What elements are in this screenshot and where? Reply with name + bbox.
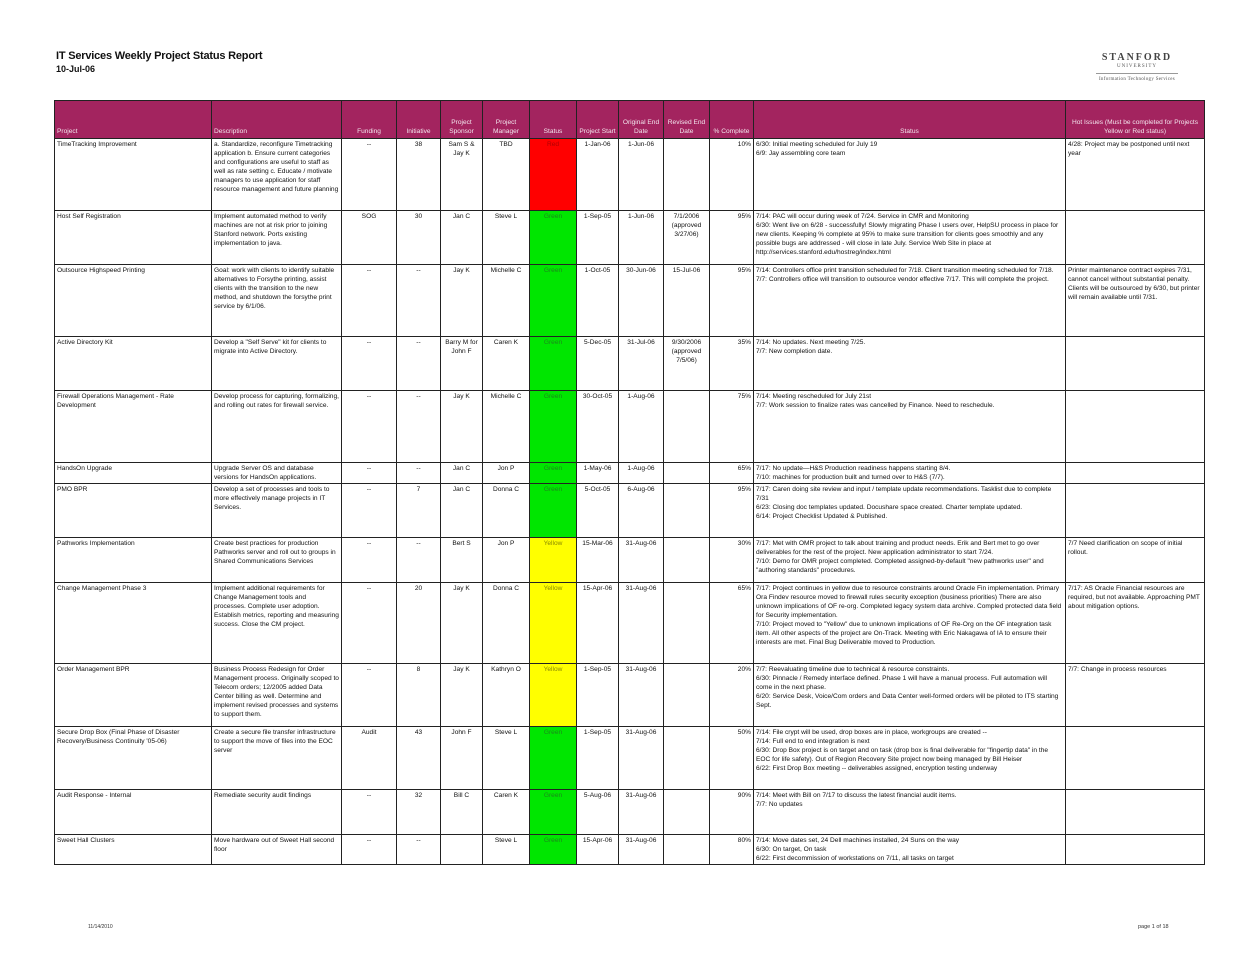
sponsor-cell: Jan C	[441, 211, 483, 265]
percent-complete-cell: 10%	[710, 139, 754, 211]
initiative-cell: 43	[397, 727, 441, 790]
report-date: 10-Jul-06	[56, 64, 96, 74]
initiative-cell: 20	[397, 583, 441, 664]
start-date-cell: 1-Sep-05	[577, 727, 619, 790]
table-row	[55, 484, 1205, 538]
funding-cell: --	[342, 790, 397, 835]
sponsor-cell: Jay K	[441, 583, 483, 664]
revised-end-cell	[664, 583, 710, 664]
manager-cell: Caren K	[483, 790, 530, 835]
description-cell: Goal: work with clients to identify suitable alternatives to Forsythe printing, assist clients with the transition to the new method, and shutdown the forsythe print service by 6/1/06.	[212, 265, 342, 337]
hot-issues-cell	[1066, 484, 1205, 538]
status-note-line: 7/17: No update—H&S Production readiness happens starting 8/4.	[756, 465, 951, 472]
status-notes-cell	[754, 664, 1066, 727]
status-badge: Red	[530, 139, 577, 211]
revised-end-cell: 7/1/2006 (approved 3/27/06)	[664, 211, 710, 265]
project-name-cell: PMO BPR	[55, 484, 212, 538]
funding-cell: --	[342, 337, 397, 391]
description-cell: Develop a "Self Serve" kit for clients to migrate into Active Directory.	[212, 337, 342, 391]
col-complete: % Complete	[710, 101, 754, 139]
status-badge: Yellow	[530, 664, 577, 727]
logo-sub: UNIVERSITY	[1117, 64, 1157, 69]
status-badge: Green	[530, 835, 577, 865]
percent-complete-cell: 65%	[710, 463, 754, 484]
manager-cell: Steve L	[483, 835, 530, 865]
original-end-cell: 6-Aug-06	[619, 484, 664, 538]
status-notes-cell	[754, 211, 1066, 265]
description-cell: a. Standardize, reconfigure Timetracking application b. Ensure current categories and configurations are useful to staff as well as rate setting c. Educate / motivate managers to use application for staff resource management and future planning	[212, 139, 342, 211]
status-note-line: 7/14: Controllers office print transition scheduled for 7/18. Client transition meeting scheduled for 7/18.	[756, 267, 1054, 274]
status-note-line: 6/9: Jay assembling core team	[756, 150, 846, 157]
initiative-cell: 38	[397, 139, 441, 211]
manager-cell: Kathryn O	[483, 664, 530, 727]
start-date-cell: 1-May-06	[577, 463, 619, 484]
status-note-line: 6/30: Pinnacle / Remedy interface defined. Phase 1 will have a manual process. Full automation will come in the next phase.	[756, 675, 1048, 691]
funding-cell: --	[342, 463, 397, 484]
status-badge: Green	[530, 337, 577, 391]
funding-cell: --	[342, 664, 397, 727]
percent-complete-cell: 50%	[710, 727, 754, 790]
table-row	[55, 265, 1205, 337]
logo-name: STANFORD	[1101, 52, 1173, 63]
funding-cell: --	[342, 835, 397, 865]
description-cell: Upgrade Server OS and database versions for HandsOn applications.	[212, 463, 342, 484]
initiative-cell: 8	[397, 664, 441, 727]
percent-complete-cell: 80%	[710, 835, 754, 865]
initiative-cell: 32	[397, 790, 441, 835]
start-date-cell: 5-Dec-05	[577, 337, 619, 391]
manager-cell: Caren K	[483, 337, 530, 391]
funding-cell: --	[342, 391, 397, 463]
status-note-line: 7/14: File crypt will be used, drop boxes are in place, workgroups are created --	[756, 729, 987, 736]
initiative-cell: --	[397, 337, 441, 391]
original-end-cell: 31-Aug-06	[619, 538, 664, 583]
hot-issues-cell	[1066, 391, 1205, 463]
hot-issues-cell: 7/7: Change in process resources	[1066, 664, 1205, 727]
status-note-line: 7/7: Controllers office will transition to outsource vendor effective 7/17. This will complete the project.	[756, 276, 1049, 283]
sponsor-cell: Sam S & Jay K	[441, 139, 483, 211]
status-note-line: 7/14: Full end to end integration is next	[756, 738, 870, 745]
revised-end-cell	[664, 835, 710, 865]
project-name-cell: TimeTracking Improvement	[55, 139, 212, 211]
start-date-cell: 30-Oct-05	[577, 391, 619, 463]
percent-complete-cell: 20%	[710, 664, 754, 727]
revised-end-cell	[664, 139, 710, 211]
status-badge: Green	[530, 484, 577, 538]
col-status-notes: Status	[754, 101, 1066, 139]
status-notes-cell	[754, 337, 1066, 391]
col-revised-end: Revised End Date	[664, 101, 710, 139]
status-badge: Green	[530, 211, 577, 265]
col-status: Status	[530, 101, 577, 139]
manager-cell: Steve L	[483, 727, 530, 790]
manager-cell: Michelle C	[483, 265, 530, 337]
start-date-cell: 15-Mar-06	[577, 538, 619, 583]
revised-end-cell	[664, 664, 710, 727]
sponsor-cell	[441, 835, 483, 865]
table-row	[55, 664, 1205, 727]
manager-cell: Jon P	[483, 538, 530, 583]
col-orig-end: Original End Date	[619, 101, 664, 139]
percent-complete-cell: 65%	[710, 583, 754, 664]
manager-cell: Michelle C	[483, 391, 530, 463]
percent-complete-cell: 95%	[710, 211, 754, 265]
hot-issues-cell	[1066, 790, 1205, 835]
hot-issues-cell: 7/7 Need clarification on scope of initial rollout.	[1066, 538, 1205, 583]
status-notes-cell	[754, 538, 1066, 583]
project-name-cell: Active Directory Kit	[55, 337, 212, 391]
original-end-cell: 1-Aug-06	[619, 391, 664, 463]
col-initiative: Initiative	[397, 101, 441, 139]
revised-end-cell	[664, 727, 710, 790]
project-name-cell: Pathworks Implementation	[55, 538, 212, 583]
table-row	[55, 391, 1205, 463]
logo-rule	[1096, 73, 1178, 74]
status-note-line: 7/7: Reevaluating timeline due to technical & resource constraints.	[756, 666, 950, 673]
initiative-cell: --	[397, 835, 441, 865]
sponsor-cell: Bill C	[441, 790, 483, 835]
project-name-cell: Firewall Operations Management - Rate Development	[55, 391, 212, 463]
status-note-line: 6/30: Went live on 6/28 - successfully! Slowly migrating Phase I users over, HelpSU process in place for new clients. Keeping % complete at 95% to make sure transition for clients goes smoothly and any possible bugs are addressed - will close in late July. Service Web Site in place at http://services.stanford.edu/hostreg/index.html	[756, 222, 1059, 256]
original-end-cell: 30-Jun-06	[619, 265, 664, 337]
start-date-cell: 1-Jan-06	[577, 139, 619, 211]
initiative-cell: --	[397, 538, 441, 583]
revised-end-cell	[664, 538, 710, 583]
status-badge: Green	[530, 463, 577, 484]
status-note-line: 7/17: Caren doing site review and input / template update recommendations. Tasklist due to complete 7/31	[756, 486, 1052, 502]
project-name-cell: HandsOn Upgrade	[55, 463, 212, 484]
funding-cell: --	[342, 484, 397, 538]
sponsor-cell: John F	[441, 727, 483, 790]
status-notes-cell	[754, 583, 1066, 664]
project-name-cell: Change Management Phase 3	[55, 583, 212, 664]
original-end-cell: 31-Aug-06	[619, 583, 664, 664]
revised-end-cell	[664, 484, 710, 538]
status-badge: Green	[530, 790, 577, 835]
hot-issues-cell	[1066, 211, 1205, 265]
original-end-cell: 31-Jul-06	[619, 337, 664, 391]
status-note-line: 7/7: No updates	[756, 801, 803, 808]
start-date-cell: 15-Apr-06	[577, 583, 619, 664]
status-note-line: 7/14: PAC will occur during week of 7/24. Service in CMR and Monitoring	[756, 213, 969, 220]
revised-end-cell: 9/30/2006 (approved 7/5/06)	[664, 337, 710, 391]
description-cell: Implement additional requirements for Change Management tools and processes. Complete user adoption. Establish metrics, reporting and measuring success. Close the CM project.	[212, 583, 342, 664]
table-row	[55, 583, 1205, 664]
table-row	[55, 790, 1205, 835]
status-notes-cell	[754, 463, 1066, 484]
status-badge: Green	[530, 265, 577, 337]
report-title: IT Services Weekly Project Status Report	[56, 50, 263, 62]
sponsor-cell: Jay K	[441, 391, 483, 463]
table-row	[55, 337, 1205, 391]
project-name-cell: Host Self Registration	[55, 211, 212, 265]
revised-end-cell: 15-Jul-06	[664, 265, 710, 337]
status-note-line: 7/7: Work session to finalize rates was cancelled by Finance. Need to reschedule.	[756, 402, 995, 409]
status-note-line: 6/30: Drop Box project is on target and on task (drop box is final deliverable for "fingertip data" in the EOC for life safety). Out of Region Recovery Site project now being managed by Bill Heiser	[756, 747, 1049, 763]
status-note-line: 7/14: Meet with Bill on 7/17 to discuss the latest financial audit items.	[756, 792, 957, 799]
status-note-line: 7/10: machines for production built and turned over to H&S (7/7).	[756, 474, 945, 481]
start-date-cell: 15-Apr-06	[577, 835, 619, 865]
initiative-cell: --	[397, 265, 441, 337]
table-row	[55, 463, 1205, 484]
status-badge: Yellow	[530, 583, 577, 664]
sponsor-cell: Barry M for John F	[441, 337, 483, 391]
col-hot-issues: Hot Issues (Must be completed for Projects Yellow or Red status)	[1066, 101, 1205, 139]
col-funding: Funding	[342, 101, 397, 139]
sponsor-cell: Jan C	[441, 484, 483, 538]
percent-complete-cell: 90%	[710, 790, 754, 835]
funding-cell: --	[342, 139, 397, 211]
manager-cell: TBD	[483, 139, 530, 211]
project-name-cell: Order Management BPR	[55, 664, 212, 727]
project-name-cell: Outsource Highspeed Printing	[55, 265, 212, 337]
start-date-cell: 1-Sep-05	[577, 211, 619, 265]
footer-date: 11/14/2010	[88, 924, 113, 930]
description-cell: Move hardware out of Sweet Hall second floor	[212, 835, 342, 865]
initiative-cell: 7	[397, 484, 441, 538]
hot-issues-cell	[1066, 835, 1205, 865]
description-cell: Remediate security audit findings	[212, 790, 342, 835]
status-notes-cell	[754, 727, 1066, 790]
col-manager: Project Manager	[483, 101, 530, 139]
revised-end-cell	[664, 463, 710, 484]
status-notes-cell	[754, 790, 1066, 835]
status-notes-cell	[754, 484, 1066, 538]
start-date-cell: 1-Oct-05	[577, 265, 619, 337]
table-row	[55, 538, 1205, 583]
description-cell: Develop a set of processes and tools to more effectively manage projects in IT Services.	[212, 484, 342, 538]
description-cell: Business Process Redesign for Order Management process. Originally scoped to Telecom orders; 12/2005 added Data Center billing as well. Determine and implement revised processes and systems to support them.	[212, 664, 342, 727]
sponsor-cell: Jan C	[441, 463, 483, 484]
initiative-cell: 30	[397, 211, 441, 265]
status-note-line: 6/23: Closing doc templates updated. Docushare space created. Charter template updated.	[756, 504, 1023, 511]
revised-end-cell	[664, 790, 710, 835]
start-date-cell: 5-Aug-06	[577, 790, 619, 835]
status-note-line: 6/30: Initial meeting scheduled for July 19	[756, 141, 878, 148]
status-note-line: 7/10: Project moved to "Yellow" due to unknown implications of OF Re-Org on the OF integration task item. All other aspects of the project are On-Track. Meeting with Eric Nakagawa of IA to ensure their interests are met. Final Bug Deliverable moved to Production.	[756, 621, 1052, 646]
hot-issues-cell	[1066, 727, 1205, 790]
col-description: Description	[212, 101, 342, 139]
original-end-cell: 1-Jun-06	[619, 211, 664, 265]
hot-issues-cell: 7/17: AS Oracle Financial resources are required, but not available. Approaching PMT about mitigation options.	[1066, 583, 1205, 664]
project-name-cell: Audit Response - Internal	[55, 790, 212, 835]
funding-cell: --	[342, 265, 397, 337]
hot-issues-cell	[1066, 337, 1205, 391]
status-note-line: 6/22: First Drop Box meeting -- deliverables assigned, encryption testing underway	[756, 765, 998, 772]
status-notes-cell	[754, 391, 1066, 463]
manager-cell: Steve L	[483, 211, 530, 265]
initiative-cell: --	[397, 391, 441, 463]
col-sponsor: Project Sponsor	[441, 101, 483, 139]
percent-complete-cell: 75%	[710, 391, 754, 463]
original-end-cell: 31-Aug-06	[619, 727, 664, 790]
original-end-cell: 1-Jun-06	[619, 139, 664, 211]
percent-complete-cell: 95%	[710, 265, 754, 337]
status-note-line: 6/22: First decommission of workstations on 7/11, all tasks on target	[756, 855, 954, 862]
start-date-cell: 5-Oct-05	[577, 484, 619, 538]
percent-complete-cell: 35%	[710, 337, 754, 391]
status-notes-cell	[754, 139, 1066, 211]
table-body	[55, 139, 1205, 865]
stanford-logo	[1082, 52, 1192, 82]
hot-issues-cell: 4/28: Project may be postponed until next year	[1066, 139, 1205, 211]
description-cell: Create a secure file transfer infrastructure to support the move of files into the EOC server	[212, 727, 342, 790]
revised-end-cell	[664, 391, 710, 463]
project-name-cell: Sweet Hall Clusters	[55, 835, 212, 865]
percent-complete-cell: 30%	[710, 538, 754, 583]
percent-complete-cell: 95%	[710, 484, 754, 538]
original-end-cell: 31-Aug-06	[619, 835, 664, 865]
table-row	[55, 211, 1205, 265]
funding-cell: --	[342, 583, 397, 664]
table-row	[55, 727, 1205, 790]
funding-cell: SOG	[342, 211, 397, 265]
status-note-line: 7/14: No updates. Next meeting 7/25.	[756, 339, 866, 346]
status-badge: Yellow	[530, 538, 577, 583]
sponsor-cell: Jay K	[441, 265, 483, 337]
status-report-table	[54, 100, 1205, 865]
sponsor-cell: Jay K	[441, 664, 483, 727]
status-note-line: 6/20: Service Desk, Voice/Com orders and Data Center well-formed orders will be piloted to ITS starting Sept.	[756, 693, 1059, 709]
logo-dept: Information Technology Services	[1098, 77, 1176, 82]
description-cell: Create best practices for production Pathworks server and roll out to groups in Shared Communications Services	[212, 538, 342, 583]
table-row	[55, 139, 1205, 211]
status-notes-cell	[754, 835, 1066, 865]
footer-page-number: page 1 of 18	[1138, 924, 1169, 930]
header-row	[55, 101, 1205, 139]
sponsor-cell: Bert S	[441, 538, 483, 583]
status-note-line: 6/30: On target, On task	[756, 846, 827, 853]
initiative-cell: --	[397, 463, 441, 484]
original-end-cell: 31-Aug-06	[619, 790, 664, 835]
status-badge: Green	[530, 727, 577, 790]
hot-issues-cell	[1066, 463, 1205, 484]
project-name-cell: Secure Drop Box (Final Phase of Disaster Recovery/Business Continuity '05-06)	[55, 727, 212, 790]
status-note-line: 6/14: Project Checklist Updated & Published.	[756, 513, 888, 520]
hot-issues-cell: Printer maintenance contract expires 7/31, cannot cancel without substantial penalty. Clients will be outsourced by 6/30, but printer will remain available until 7/31.	[1066, 265, 1205, 337]
status-note-line: 7/14: Move dates set, 24 Dell machines installed, 24 Suns on the way	[756, 837, 960, 844]
original-end-cell: 31-Aug-06	[619, 664, 664, 727]
status-note-line: 7/17: Project continues in yellow due to resource constraints around Oracle Fin implementation. Primary Ora Findev resource moved to firewall rules security exception (business priorities) There are also unknown implications of OF re-org. Completed legacy system data archive. Compled protected data field for Security implementation.	[756, 585, 1062, 619]
start-date-cell: 1-Sep-05	[577, 664, 619, 727]
status-note-line: 7/14: Meeting rescheduled for July 21st	[756, 393, 872, 400]
manager-cell: Donna C	[483, 583, 530, 664]
col-start: Project Start	[577, 101, 619, 139]
col-project: Project	[55, 101, 212, 139]
manager-cell: Donna C	[483, 484, 530, 538]
status-note-line: 7/7: New completion date.	[756, 348, 833, 355]
status-badge: Green	[530, 391, 577, 463]
description-cell: Develop process for capturing, formalizing, and rolling out rates for firewall service.	[212, 391, 342, 463]
funding-cell: --	[342, 538, 397, 583]
funding-cell: Audit	[342, 727, 397, 790]
manager-cell: Jon P	[483, 463, 530, 484]
table-row	[55, 835, 1205, 865]
description-cell: Implement automated method to verify machines are not at risk prior to joining Stanford network. Ports existing implementation to java.	[212, 211, 342, 265]
status-notes-cell	[754, 265, 1066, 337]
status-note-line: 7/10: Demo for OMR project completed. Completed assigned-by-default "new pathworks user" and "authoring standards" procedures.	[756, 558, 1044, 574]
original-end-cell: 1-Aug-06	[619, 463, 664, 484]
status-note-line: 7/17: Met with OMR project to talk about training and product needs. Erik and Bert met to go over deliverables for the rest of the project. New application administrator to start 7/24.	[756, 540, 1040, 556]
